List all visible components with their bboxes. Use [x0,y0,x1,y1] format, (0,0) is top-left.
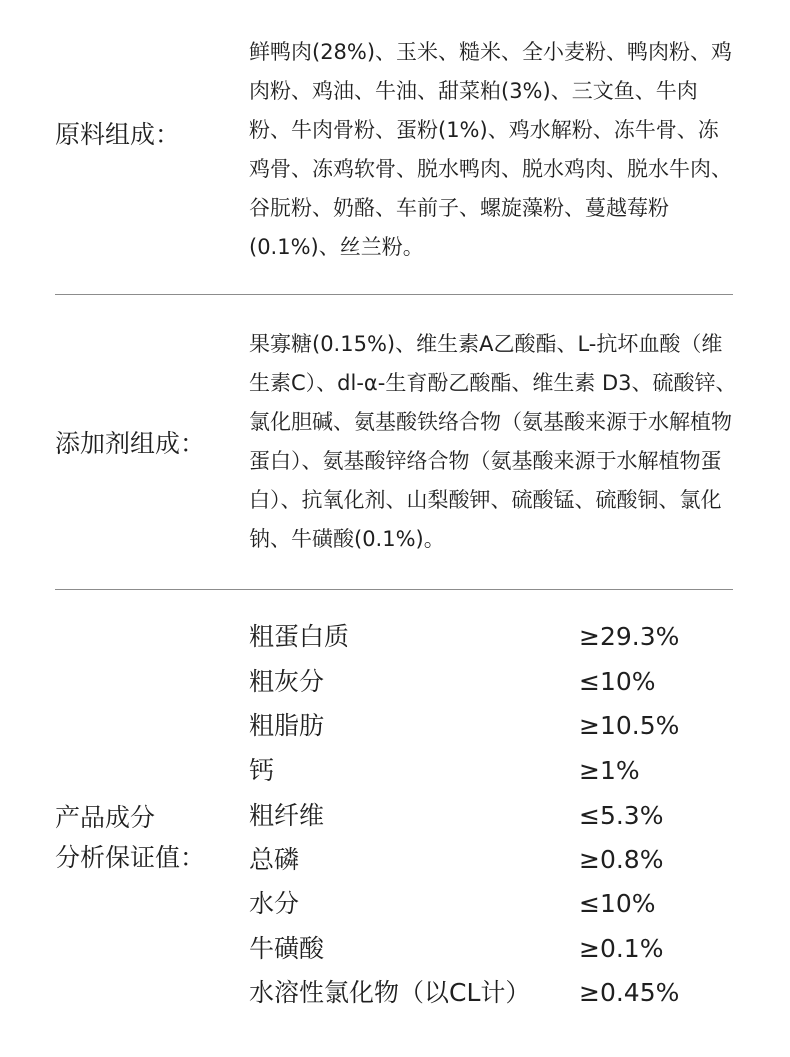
ingredients-label: 原料组成： [55,120,181,149]
analysis-value: ≤5.3% [579,801,664,830]
analysis-value: ≥0.8% [579,845,664,874]
analysis-label [55,798,205,878]
analysis-row [249,838,749,882]
analysis-value: ≥10.5% [579,711,680,740]
analysis-name: 粗蛋白质 [249,622,350,651]
analysis-name: 总磷 [249,845,300,874]
additives-label: 添加剂组成： [55,429,206,458]
analysis-value: ≥29.3% [579,622,680,651]
analysis-value: ≤10% [579,667,656,696]
analysis-name: 钙 [249,756,275,785]
divider-1 [55,294,733,295]
analysis-label-line1: 产品成分 [55,803,156,832]
analysis-value: ≥0.1% [579,934,664,963]
analysis-value: ≥0.45% [579,978,680,1007]
analysis-name: 牛磺酸 [249,934,325,963]
analysis-name: 水分 [249,889,300,918]
analysis-name: 粗脂肪 [249,711,325,740]
analysis-name: 粗灰分 [249,667,325,696]
analysis-row [249,660,749,704]
ingredients-text: 鲜鸭肉(28%)、玉米、糙米、全小麦粉、鸭肉粉、鸡肉粉、鸡油、牛油、甜菜粕(3%)、三文鱼、牛肉粉、牛肉骨粉、蛋粉(1%)、鸡水解粉、冻牛骨、冻鸡骨、冻鸡软骨、脱水鸭肉、脱水鸡肉、脱水牛肉、谷朊粉、奶酪、车前子、螺旋藻粉、蔓越莓粉(0.1%)、丝兰粉。 [249,40,733,259]
divider-2 [55,589,733,590]
analysis-row [249,882,749,926]
analysis-label-line2: 分析保证值： [55,843,206,872]
analysis-row [249,615,749,659]
analysis-row [249,927,749,971]
analysis-value: ≥1% [579,756,640,785]
analysis-name: 粗纤维 [249,801,325,830]
analysis-value: ≤10% [579,889,656,918]
analysis-row [249,971,749,1015]
analysis-name: 水溶性氯化物（以CL计） [249,978,531,1007]
analysis-row [249,704,749,748]
additives-text: 果寡糖(0.15%)、维生素A乙酸酯、L-抗坏血酸（维生素C）、dl-α-生育酚乙酸酯、维生素 D3、硫酸锌、氯化胆碱、氨基酸铁络合物（氨基酸来源于水解植物蛋白）、氨基酸锌络合物（氨基酸来源于水解植物蛋白）、抗氧化剂、山梨酸钾、硫酸锰、硫酸铜、氯化钠、牛磺酸(0.1%)。 [249,332,737,551]
analysis-row [249,794,749,838]
analysis-row [249,749,749,793]
